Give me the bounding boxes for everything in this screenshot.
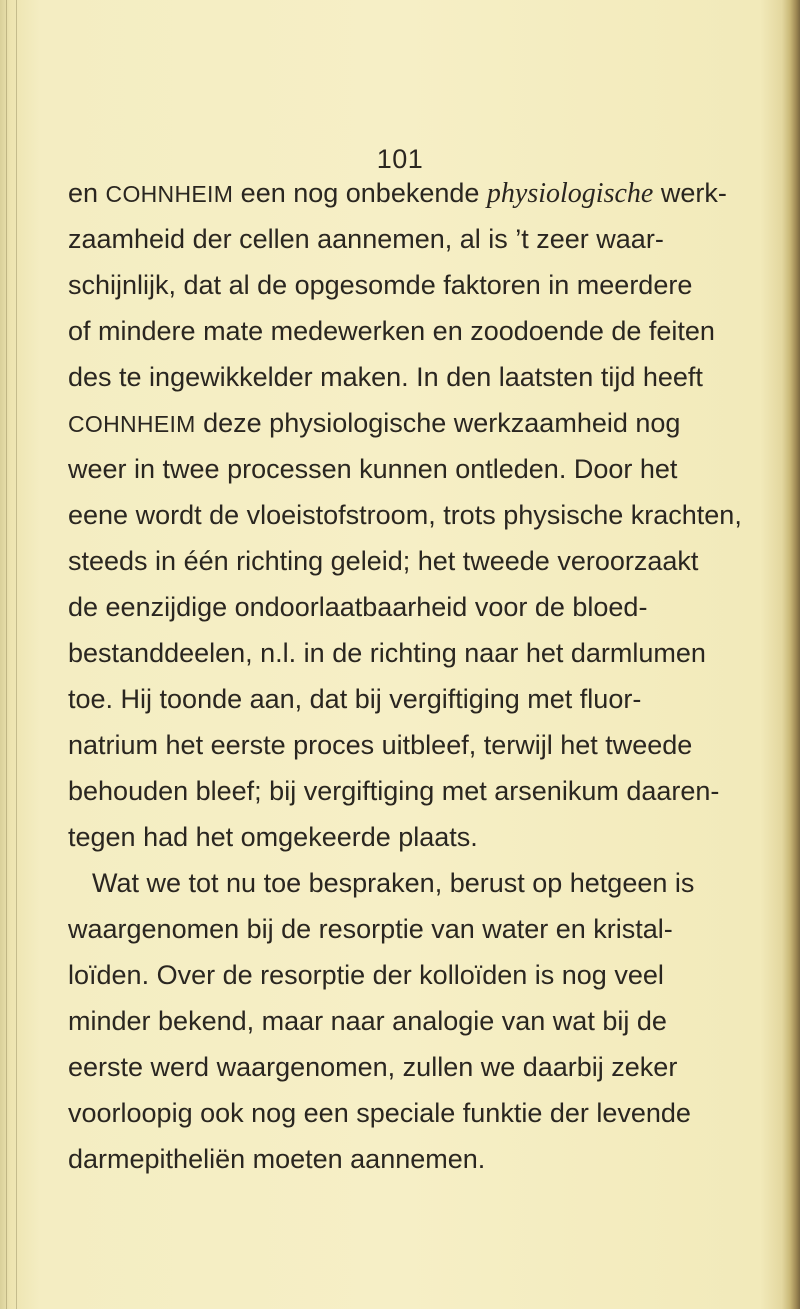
text-span: en (68, 178, 106, 208)
text-line: steeds in één richting geleid; het tweede veroorzaakt (68, 546, 699, 576)
text-line: weer in twee processen kunnen ontleden. Door het (68, 454, 678, 484)
text-line: de eenzijdige ondoorlaatbaarheid voor de bloed- (68, 592, 648, 622)
gutter-line (16, 0, 17, 1309)
text-line: schijnlijk, dat al de opgesomde faktoren in meerdere (68, 270, 693, 300)
text-line: bestanddeelen, n.l. in de richting naar het darmlumen (68, 638, 706, 668)
text-line: voorloopig ook nog een speciale funktie der levende (68, 1098, 691, 1128)
text-line: darmepitheliën moeten aannemen. (68, 1144, 486, 1174)
text-line: loïden. Over de resorptie der kolloïden is nog veel (68, 960, 664, 990)
text-line: of mindere mate medewerken en zoodoende de feiten (68, 316, 715, 346)
text-line: natrium het eerste proces uitbleef, terwijl het tweede (68, 730, 693, 760)
gutter-line (6, 0, 7, 1309)
text-line: tegen had het omgekeerde plaats. (68, 822, 478, 852)
text-line: minder bekend, maar naar analogie van wat bij de (68, 1006, 667, 1036)
text-line: eene wordt de vloeistofstroom, trots physische krachten, (68, 500, 742, 530)
text-line: Wat we tot nu toe bespraken, berust op hetgeen is (92, 868, 695, 898)
author-name: COHNHEIM (68, 411, 196, 437)
author-name: COHNHEIM (105, 181, 234, 207)
text-line: zaamheid der cellen aannemen, al is ’t zeer waar- (68, 224, 664, 254)
body-text (68, 170, 742, 1182)
text-line: des te ingewikkelder maken. In den laatsten tijd heeft (68, 362, 703, 392)
page-number: 101 (376, 144, 424, 174)
text-span: een nog onbekende (233, 178, 487, 208)
italic-term: physiologische (486, 178, 654, 209)
text-span: deze physiologische werkzaamheid nog (195, 408, 681, 438)
text-line: waargenomen bij de resorptie van water en kristal- (68, 914, 673, 944)
text-line: toe. Hij toonde aan, dat bij vergiftiging met fluor- (68, 684, 642, 714)
text-span: werk- (653, 178, 727, 208)
text-line (68, 400, 681, 446)
text-line (68, 170, 727, 216)
text-line: behouden bleef; bij vergiftiging met arsenikum daaren- (68, 776, 720, 806)
text-line: eerste werd waargenomen, zullen we daarbij zeker (68, 1052, 678, 1082)
